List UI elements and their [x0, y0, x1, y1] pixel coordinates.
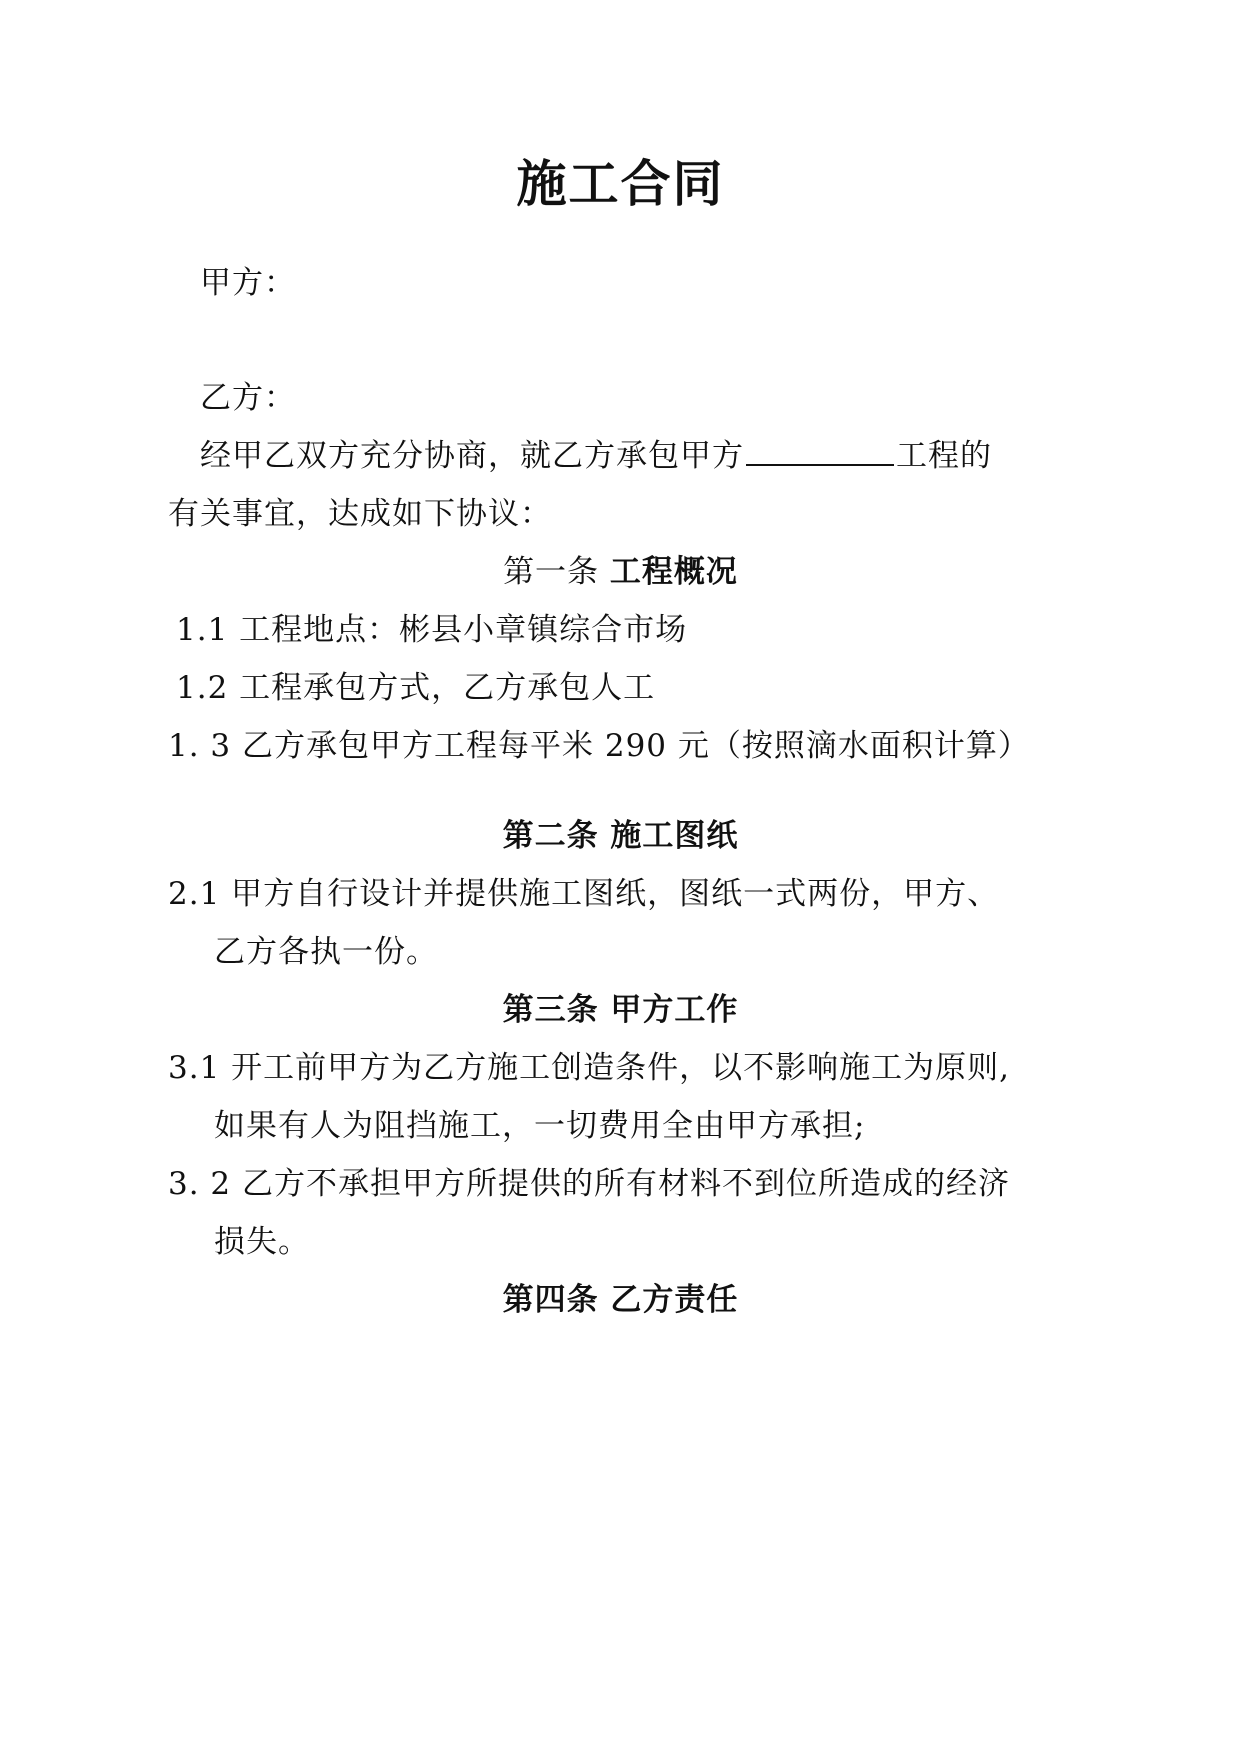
article3-item1-line2: 如果有人为阻挡施工，一切费用全由甲方承担; [214, 1108, 866, 1144]
article3-item2-line1: 3. 2 乙方不承担甲方所提供的所有材料不到位所造成的经济 [168, 1166, 1011, 1202]
article4-heading: 第四条 乙方责任 [502, 1282, 739, 1318]
article1-item: 1. 3 乙方承包甲方工程每平米 290 元（按照滴水面积计算） [168, 728, 1030, 764]
article1-item: 1.1 工程地点：彬县小章镇综合市场 [176, 612, 688, 648]
article3-item2-line2: 损失。 [214, 1224, 310, 1260]
document-title: 施工合同 [516, 154, 725, 213]
article2-heading: 第二条 施工图纸 [502, 818, 739, 854]
party-a-label: 甲方： [200, 265, 296, 301]
intro-paragraph-line2: 有关事宜，达成如下协议： [168, 496, 552, 532]
intro-paragraph-line1 [200, 436, 992, 476]
article3-item1-line1: 3.1 开工前甲方为乙方施工创造条件，以不影响施工为原则, [168, 1050, 1011, 1086]
article3-heading: 第三条 甲方工作 [502, 992, 739, 1028]
article1-heading [0, 552, 1241, 592]
project-name-blank [746, 436, 894, 466]
article1-item: 1.2 工程承包方式，乙方承包人工 [176, 670, 656, 706]
article1-number: 第一条 [503, 554, 600, 590]
article1-title: 工程概况 [609, 554, 738, 590]
intro-prefix: 经甲乙双方充分协商，就乙方承包甲方 [200, 438, 744, 474]
article2-item1-line2: 乙方各执一份。 [214, 934, 438, 970]
intro-suffix: 工程的 [896, 438, 992, 474]
article2-item1-line1: 2.1 甲方自行设计并提供施工图纸，图纸一式两份，甲方、 [168, 876, 1000, 912]
party-b-label: 乙方： [200, 380, 296, 416]
